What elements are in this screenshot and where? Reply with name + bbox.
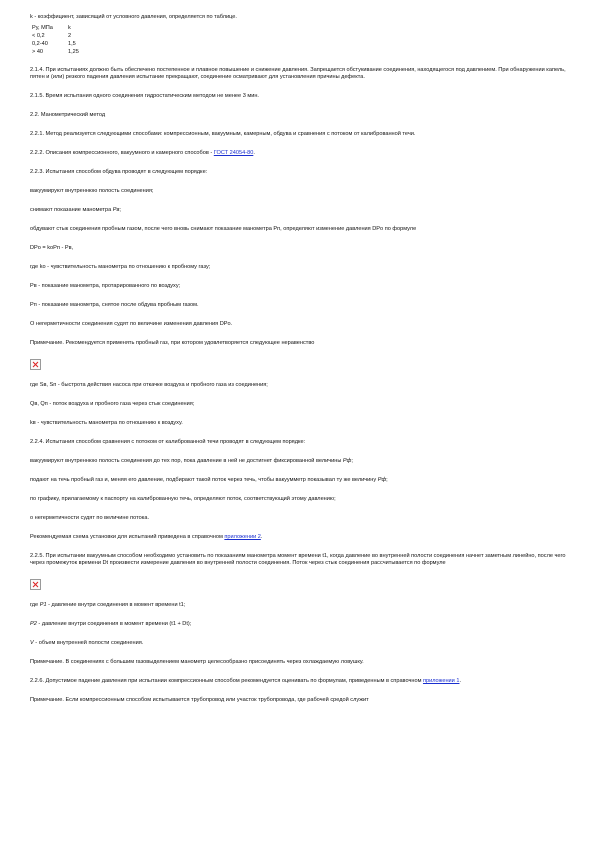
table-cell: 1,25 — [68, 49, 79, 55]
paragraph-2-2-4: 2.2.4. Испытания способом сравнения с потоком от калиброванной течи проводят в следующем порядке: — [30, 439, 306, 445]
variable: V — [30, 640, 34, 646]
paragraph — [30, 602, 575, 609]
paragraph — [30, 640, 575, 647]
paragraph-2-2-3: 2.2.3. Испытания способом обдува проводят в следующем порядке: — [30, 169, 208, 175]
missing-image-icon — [30, 579, 41, 590]
paragraph — [30, 534, 575, 541]
gost-link[interactable]: ГОСТ 24054-80 — [213, 150, 254, 156]
table-cell: 1,5 — [68, 41, 76, 47]
paragraph — [30, 207, 575, 214]
paragraph: где ko - чувствительность манометра по отношению к пробному газу; — [30, 264, 211, 270]
note: Примечание. Рекомендуется применять пробный газ, при котором удовлетворяется следующее неравенство — [30, 340, 315, 346]
paragraph-2-2-1: 2.2.1. Метод реализуется следующими способами: компрессионным, вакуумным, камерным, обдува и сравнения с потоком от калиброванной течи. — [30, 131, 416, 137]
paragraph: где Sв, Sп - быстрота действия насоса при откачке воздуха и пробного газа из соединения; — [30, 382, 268, 388]
note: Примечание. В соединениях с большим газовыделением манометр целесообразно присоединять через охлаждаемую ловушку. — [30, 659, 364, 665]
paragraph-text: Рекомендуемая схема установки для испытаний приведена в справочном — [30, 534, 225, 540]
paragraph: о негерметичности судят по величине потока. — [30, 515, 150, 521]
table-row — [32, 49, 79, 57]
table-cell: 2 — [68, 33, 72, 39]
table-header-cell: k — [68, 25, 71, 31]
table-header-cell: Pу, МПа — [32, 25, 53, 31]
note: Примечание. Если компрессионным способом испытывается трубопровод или участок трубопровода, где рабочей средой служит — [30, 697, 369, 703]
paragraph-text: ; — [351, 458, 353, 464]
table-cell: < 0,2 — [32, 33, 45, 39]
paragraph-text: - давление внутри соединения в момент времени t1; — [46, 602, 186, 608]
paragraph: обдувают стык соединения пробным газом, после чего вновь снимают показание манометра Pп, определяют изменение давления DPo по формуле — [30, 226, 417, 232]
paragraph-text: 2.2.6. Допустимое падение давления при испытании компрессионным способом рекомендуется оценивать по формулам, приведенным в справочном — [30, 678, 423, 684]
paragraph-text: . — [459, 678, 462, 684]
paragraph-text: 2.2.2. Описания компрессионного, вакуумного и камерного способов - — [30, 150, 214, 156]
paragraph: kв - чувствительность манометра по отношению к воздуху. — [30, 420, 183, 426]
table-header-row — [32, 25, 79, 33]
table-row — [32, 41, 79, 49]
paragraph — [30, 477, 575, 484]
paragraph-2-2-2 — [30, 150, 575, 157]
table-cell: > 40 — [32, 49, 44, 55]
paragraph: Qв, Qп - поток воздуха и пробного газа через стык соединения; — [30, 401, 195, 407]
paragraph-text: где — [30, 602, 40, 608]
paragraph-text: вакуумируют внутреннюю полость соединения до тех пор, пока давление в ней не достигнет фиксированной величины — [30, 458, 343, 464]
variable: Pв — [112, 207, 120, 213]
table-cell: 0,2-40 — [32, 41, 48, 47]
paragraph-text: снимают показание манометра — [30, 207, 113, 213]
paragraph: по графику, прилагаемому к паспорту на калиброванную течь, определяют поток, соответствующий этому давлению; — [30, 496, 336, 502]
section-heading: 2.2. Манометрический метод — [30, 112, 106, 118]
paragraph: Pв - показание манометра, протарированного по воздуху; — [30, 283, 181, 289]
k-coefficient-table — [32, 25, 79, 57]
variable: P2 — [30, 621, 37, 627]
paragraph: Pп - показание манометра, снятое после обдува пробным газом. — [30, 302, 199, 308]
paragraph-text: - давление внутри соединения в момент времени (t1 + Dt); — [36, 621, 192, 627]
variable: Pф — [342, 458, 352, 464]
formula: DPo = koPп - Pв, — [30, 245, 74, 251]
paragraph: k - коэффициент, зависящий от условного давления, определяется по таблице. — [30, 14, 237, 20]
table-row — [32, 33, 79, 41]
paragraph-text: подают на течь пробный газ и, меняя его давление, подбирают такой поток через течь, чтобы вакуумметр показывал ту же величину — [30, 477, 378, 483]
paragraph — [30, 458, 575, 465]
paragraph-2-1-4: 2.1.4. При испытаниях должно быть обеспечено постепенное и плавное повышение и снижение давления. Запрещается обстукивание соединения, находящегося под давлением. При обнаружении капель, пятен и (или) резкого падения давления испытание прекращают, соединение осматривают для установления причины дефекта. — [30, 67, 566, 80]
paragraph — [30, 621, 575, 628]
paragraph-2-1-5: 2.1.5. Время испытания одного соединения гидростатическим методом не менее 3 мин. — [30, 93, 259, 99]
paragraph-2-2-5: 2.2.5. При испытании вакуумным способом необходимо установить по показаниям манометра момент времени t1, когда давление во внутренней полости соединения начнет заметным линейно, после чего через промежуток времени Dt произвести измерение давления во внутренней полости соединения. Поток через стык соединения рассчитывается по формуле — [30, 553, 566, 566]
appendix-2-link[interactable]: приложении 2 — [224, 534, 261, 540]
paragraph-text: . — [253, 150, 255, 156]
variable: P1 — [39, 602, 47, 608]
paragraph: вакуумируют внутреннюю полость соединения; — [30, 188, 154, 194]
paragraph-text: ; — [386, 477, 388, 483]
appendix-1-link[interactable]: приложении 1 — [422, 678, 460, 684]
paragraph-text: ; — [119, 207, 121, 213]
document-page — [30, 14, 575, 716]
paragraph-text: - объем внутренней полости соединения. — [33, 640, 144, 646]
missing-image-icon — [30, 359, 41, 370]
variable: Pф — [377, 477, 387, 483]
paragraph-text: . — [260, 534, 263, 540]
paragraph: О негерметичности соединения судят по величине изменения давления DPo. — [30, 321, 233, 327]
paragraph-2-2-6 — [30, 678, 575, 685]
